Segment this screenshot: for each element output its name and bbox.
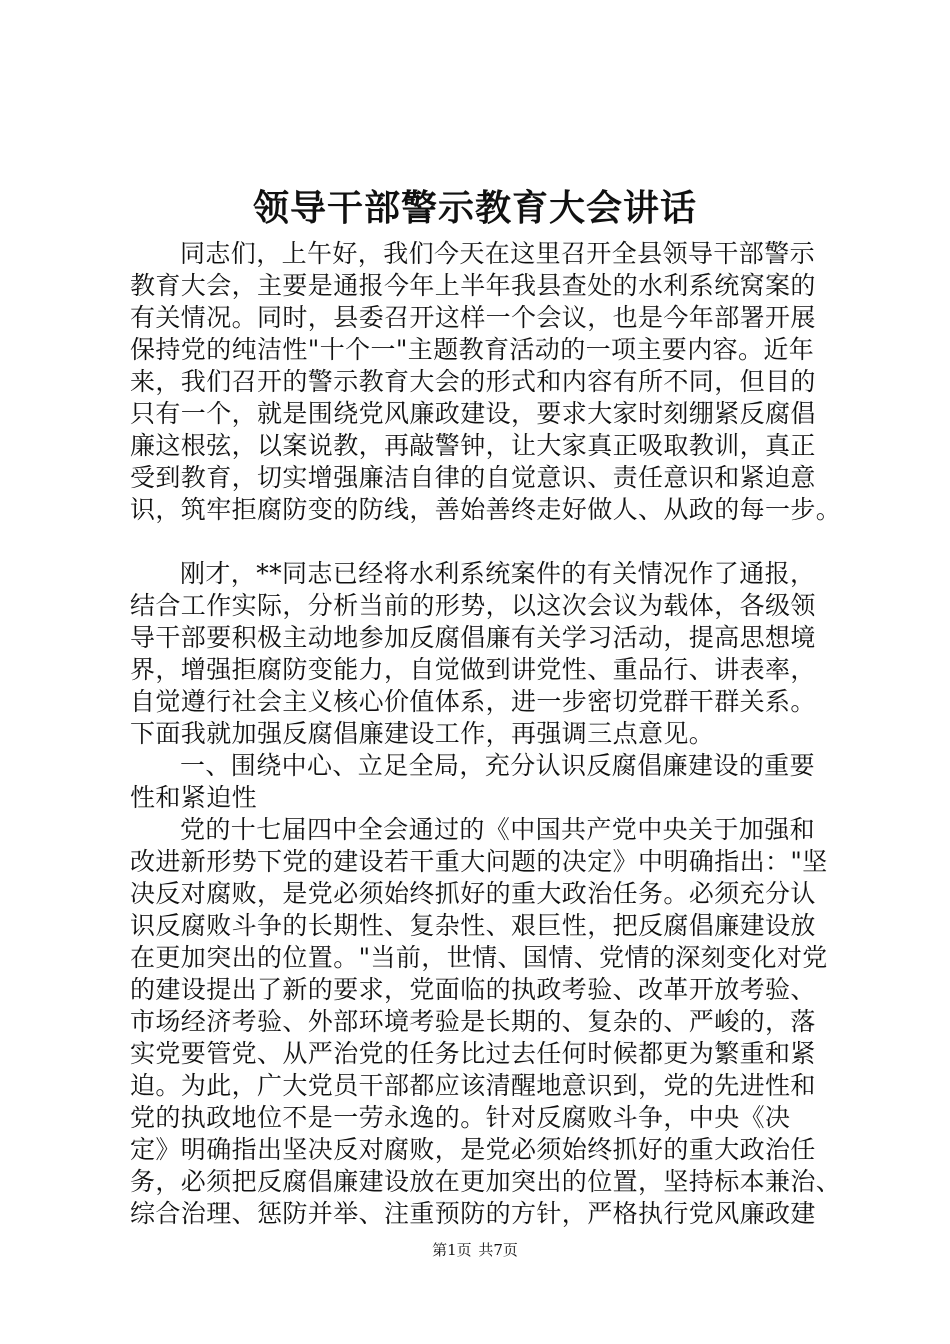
text-line: 只有一个，就是围绕党风廉政建设，要求大家时刻绷紧反腐倡 <box>130 399 816 428</box>
paragraph-gap <box>130 526 830 558</box>
section-heading-1 <box>130 750 830 814</box>
text-line: 党的十七届四中全会通过的《中国共产党中央关于加强和 <box>180 815 816 844</box>
text-line: 的建设提出了新的要求，党面临的执政考验、改革开放考验、 <box>130 975 816 1004</box>
text-line: 导干部要积极主动地参加反腐倡廉有关学习活动，提高思想境 <box>130 623 816 652</box>
text-line: 性和紧迫性 <box>130 783 258 812</box>
text-line: 刚才，**同志已经将水利系统案件的有关情况作了通报， <box>180 559 816 588</box>
text-line: 一、围绕中心、立足全局，充分认识反腐倡廉建设的重要 <box>180 751 816 780</box>
page-footer <box>0 1240 950 1260</box>
text-line: 保持党的纯洁性"十个一"主题教育活动的一项主要内容。近年 <box>130 335 815 364</box>
text-line: 决反对腐败，是党必须始终抓好的重大政治任务。必须充分认 <box>130 879 816 908</box>
text-line: 受到教育，切实增强廉洁自律的自觉意识、责任意识和紧迫意 <box>130 463 816 492</box>
text-line: 下面我就加强反腐倡廉建设工作，再强调三点意见。 <box>130 719 715 748</box>
text-line: 识反腐败斗争的长期性、复杂性、艰巨性，把反腐倡廉建设放 <box>130 911 816 940</box>
text-line: 同志们，上午好，我们今天在这里召开全县领导干部警示 <box>180 239 816 268</box>
page-number: 第1页 <box>432 1241 472 1259</box>
text-line: 自觉遵行社会主义核心价值体系，进一步密切党群干群关系。 <box>130 687 816 716</box>
paragraph-1 <box>130 238 842 526</box>
text-line: 实党要管党、从严治党的任务比过去任何时候都更为繁重和紧 <box>130 1039 816 1068</box>
paragraph-3 <box>130 814 842 1230</box>
text-line: 来，我们召开的警示教育大会的形式和内容有所不同，但目的 <box>130 367 816 396</box>
document-title: 领导干部警示教育大会讲话 <box>252 187 697 229</box>
text-line: 教育大会，主要是通报今年上半年我县查处的水利系统窝案的 <box>130 271 816 300</box>
text-line: 迫。为此，广大党员干部都应该清醒地意识到，党的先进性和 <box>130 1071 816 1100</box>
text-line: 有关情况。同时，县委召开这样一个会议，也是今年部署开展 <box>130 303 816 332</box>
text-line: 市场经济考验、外部环境考验是长期的、复杂的、严峻的，落 <box>130 1007 816 1036</box>
text-line: 改进新形势下党的建设若干重大问题的决定》中明确指出："坚 <box>130 847 828 876</box>
text-line: 综合治理、惩防并举、注重预防的方针，严格执行党风廉政建 <box>130 1199 816 1228</box>
paragraph-2 <box>130 558 830 750</box>
text-line: 在更加突出的位置。"当前，世情、国情、党情的深刻变化对党 <box>130 943 828 972</box>
text-line: 党的执政地位不是一劳永逸的。针对反腐败斗争，中央《决 <box>130 1103 791 1132</box>
text-line: 结合工作实际，分析当前的形势，以这次会议为载体，各级领 <box>130 591 816 620</box>
page-total: 共7页 <box>478 1241 518 1259</box>
text-line: 界，增强拒腐防变能力，自觉做到讲党性、重品行、讲表率， <box>130 655 816 684</box>
document-body <box>130 238 842 1230</box>
text-line: 廉这根弦，以案说教，再敲警钟，让大家真正吸取教训，真正 <box>130 431 816 460</box>
text-line: 务，必须把反腐倡廉建设放在更加突出的位置，坚持标本兼治、 <box>130 1167 842 1196</box>
text-line: 识，筑牢拒腐防变的防线，善始善终走好做人、从政的每一步。 <box>130 495 842 524</box>
text-line: 定》明确指出坚决反对腐败，是党必须始终抓好的重大政治任 <box>130 1135 816 1164</box>
